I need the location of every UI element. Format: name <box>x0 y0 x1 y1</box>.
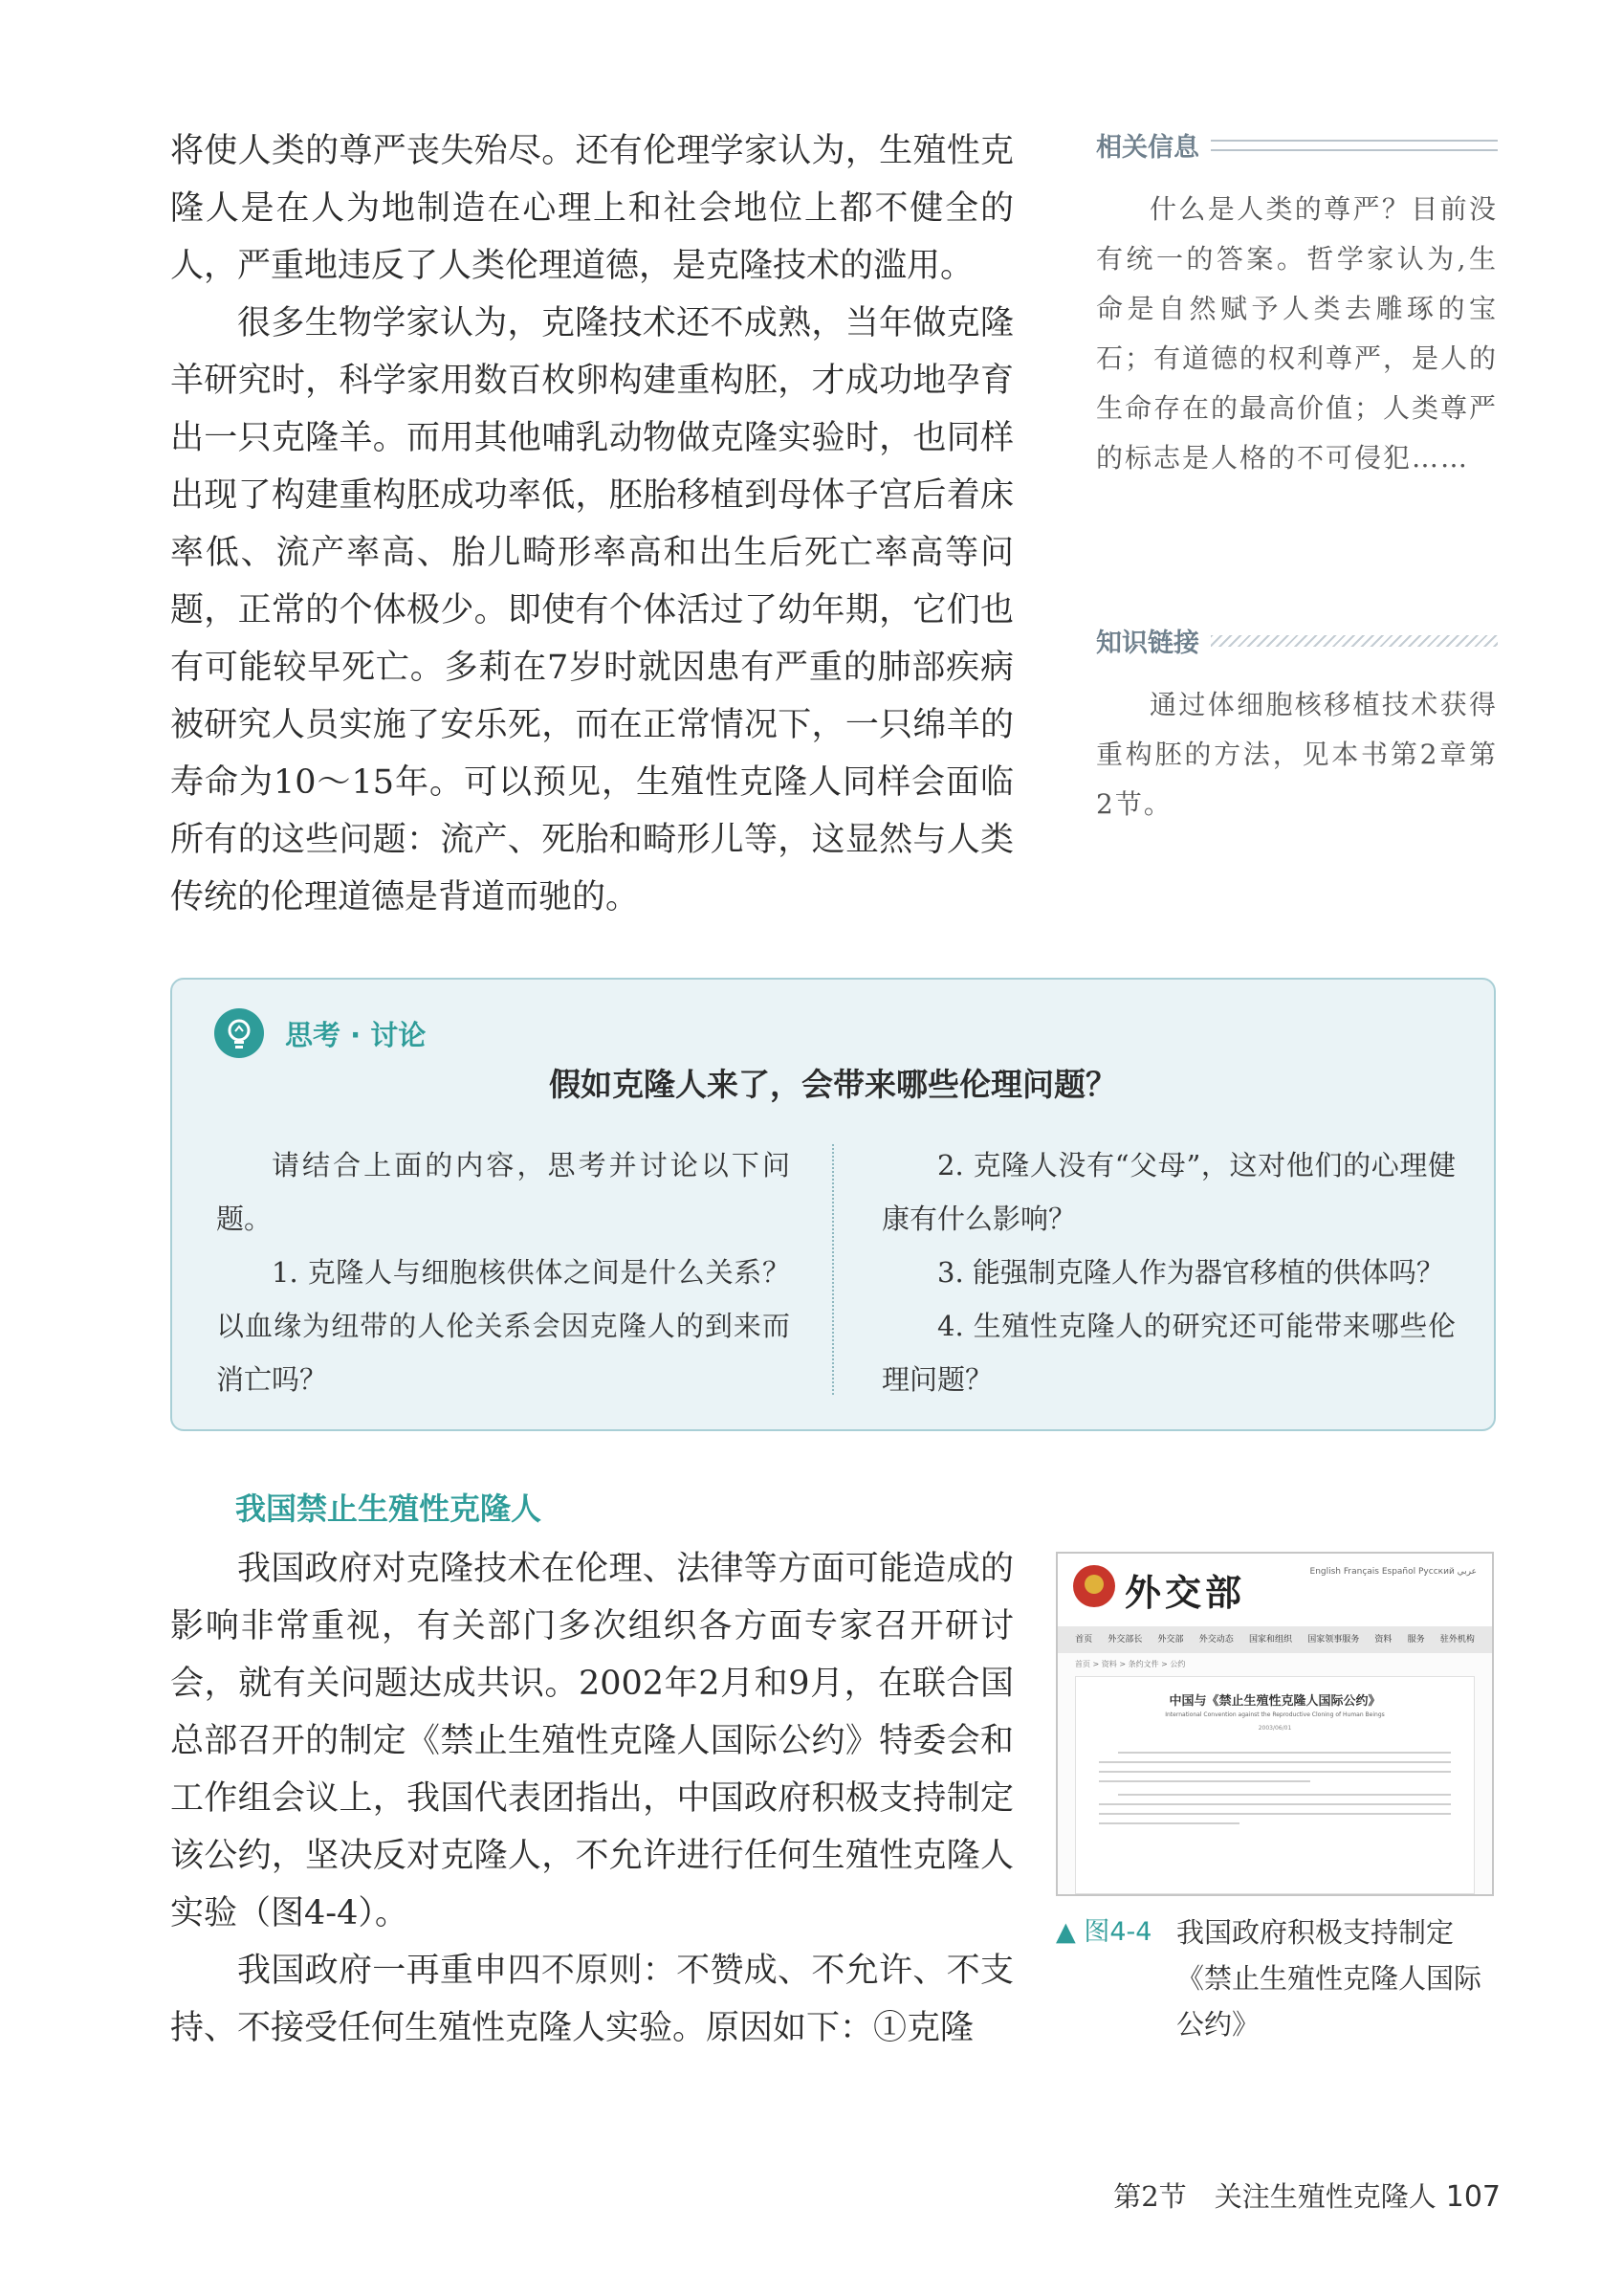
discussion-intro: 请结合上面的内容，思考并讨论以下问题。 <box>216 1149 790 1235</box>
discussion-left-column <box>216 1138 790 1406</box>
column-divider <box>832 1144 834 1395</box>
discussion-question: 4. 生殖性克隆人的研究还可能带来哪些伦理问题？ <box>882 1310 1456 1396</box>
figure-nav-item: 国家领事服务 <box>1307 1635 1360 1645</box>
related-info-title: 相关信息 <box>1096 133 1199 163</box>
figure-article <box>1075 1676 1475 1894</box>
discussion-question: 3. 能强制克隆人作为器官移植的供体吗？ <box>937 1256 1444 1289</box>
figure-article-title: 中国与《禁止生殖性克隆人国际公约》 <box>1169 1694 1381 1709</box>
figure-nav-item: 资料 <box>1374 1635 1393 1645</box>
paragraph: 很多生物学家认为，克隆技术还不成熟，当年做克隆羊研究时，科学家用数百枚卵构建重构胚，才成功地孕育出一只克隆羊。而用其他哺乳动物做克隆实验时，也同样出现了构建重构胚成功率低，胚胎移植到母体子宫后着床率低、流产率高、胎儿畸形率高和出生后死亡率高等问题，正常的个体极少。即使有个体活过了幼年期，它们也有可能较早死亡。多莉在7岁时就因患有严重的肺部疾病被研究人员实施了安乐死，而在正常情况下，一只绵羊的寿命为10～15年。可以预见，生殖性克隆人同样会面临所有的这些问题：流产、死胎和畸形儿等，这显然与人类传统的伦理道德是背道而驰的。 <box>170 304 1014 916</box>
knowledge-link-title: 知识链接 <box>1096 629 1199 658</box>
discussion-right-column <box>882 1138 1456 1406</box>
knowledge-link-header <box>1096 622 1498 659</box>
figure-caption-text: 我国政府积极支持制定《禁止生殖性克隆人国际公约》 <box>1176 1916 1482 2041</box>
figure-breadcrumb: 首页 > 资料 > 条约文件 > 公约 <box>1075 1660 1186 1668</box>
figure-nav-item: 国家和组织 <box>1248 1635 1292 1645</box>
figure-caption <box>1056 1910 1496 2047</box>
figure-language-links: English Français Español Pусский عربي <box>1309 1567 1477 1577</box>
figure-nav-item: 服务 <box>1407 1635 1425 1645</box>
knowledge-link-box <box>1096 622 1498 829</box>
double-rule <box>1211 140 1498 151</box>
footer-section-title: 第2节 关注生殖性克隆人 <box>1113 2180 1437 2213</box>
figure-site-header <box>1058 1554 1492 1626</box>
main-text-bottom <box>170 1540 1014 2057</box>
paragraph: 我国政府对克隆技术在伦理、法律等方面可能造成的影响非常重视，有关部门多次组织各方面专家召开研讨会，就有关问题达成共识。2002年2月和9月，在联合国总部召开的制定《禁止生殖性克隆人国际公约》特委会和工作组会议上，我国代表团指出，中国政府积极支持制定该公约，坚决反对克隆人，不允许进行任何生殖性克隆人实验（图4-4）。 <box>170 1550 1014 1932</box>
main-text-top <box>170 122 1014 926</box>
figure-nav-bar <box>1058 1626 1492 1653</box>
figure-site-logo: 外交部 <box>1125 1571 1246 1614</box>
knowledge-link-body: 通过体细胞核移植技术获得重构胚的方法，见本书第2章第2节。 <box>1096 689 1498 820</box>
discussion-title: 假如克隆人来了，会带来哪些伦理问题？ <box>549 1066 1117 1103</box>
related-info-box <box>1096 126 1498 483</box>
figure-nav-item: 外交动态 <box>1198 1635 1234 1645</box>
paragraph: 我国政府一再重申四不原则：不赞成、不允许、不支持、不接受任何生殖性克隆人实验。原因如下：①克隆 <box>170 1952 1014 2047</box>
discussion-box <box>170 978 1496 1431</box>
figure-number: ▲ 图4-4 <box>1056 1917 1152 1947</box>
figure-article-text-lines <box>1099 1752 1451 1832</box>
section-heading: 我国禁止生殖性克隆人 <box>235 1490 542 1527</box>
figure-article-subtitle: International Convention against the Reproductive Cloning of Human Beings <box>1165 1711 1385 1718</box>
page-footer <box>1113 2175 1501 2215</box>
figure-screenshot <box>1056 1552 1494 1896</box>
figure-nav-item: 驻外机构 <box>1439 1635 1475 1645</box>
figure-nav-item: 外交部长 <box>1108 1635 1143 1645</box>
lightbulb-icon <box>214 1008 264 1058</box>
figure-nav-item: 首页 <box>1075 1635 1093 1645</box>
figure-nav-item: 外交部 <box>1157 1635 1184 1645</box>
discussion-label: 思考 · 讨论 <box>285 1019 427 1051</box>
national-emblem-icon <box>1073 1565 1115 1607</box>
related-info-body: 什么是人类的尊严？目前没有统一的答案。哲学家认为,生命是自然赋予人类去雕琢的宝石；有道德的权利尊严，是人的生命存在的最高价值；人类尊严的标志是人格的不可侵犯…… <box>1096 193 1499 474</box>
page-number: 107 <box>1445 2180 1501 2214</box>
paragraph: 将使人类的尊严丧失殆尽。还有伦理学家认为，生殖性克隆人是在人为地制造在心理上和社会地位上都不健全的人，严重地违反了人类伦理道德，是克隆技术的滥用。 <box>170 132 1014 285</box>
chevron-rule <box>1211 635 1498 647</box>
related-info-header <box>1096 126 1498 164</box>
discussion-question: 2. 克隆人没有“父母”，这对他们的心理健康有什么影响？ <box>882 1149 1456 1235</box>
figure-article-date: 2003/06/01 <box>1258 1725 1292 1732</box>
discussion-question: 1. 克隆人与细胞核供体之间是什么关系？以血缘为纽带的人伦关系会因克隆人的到来而消亡吗？ <box>216 1256 790 1396</box>
